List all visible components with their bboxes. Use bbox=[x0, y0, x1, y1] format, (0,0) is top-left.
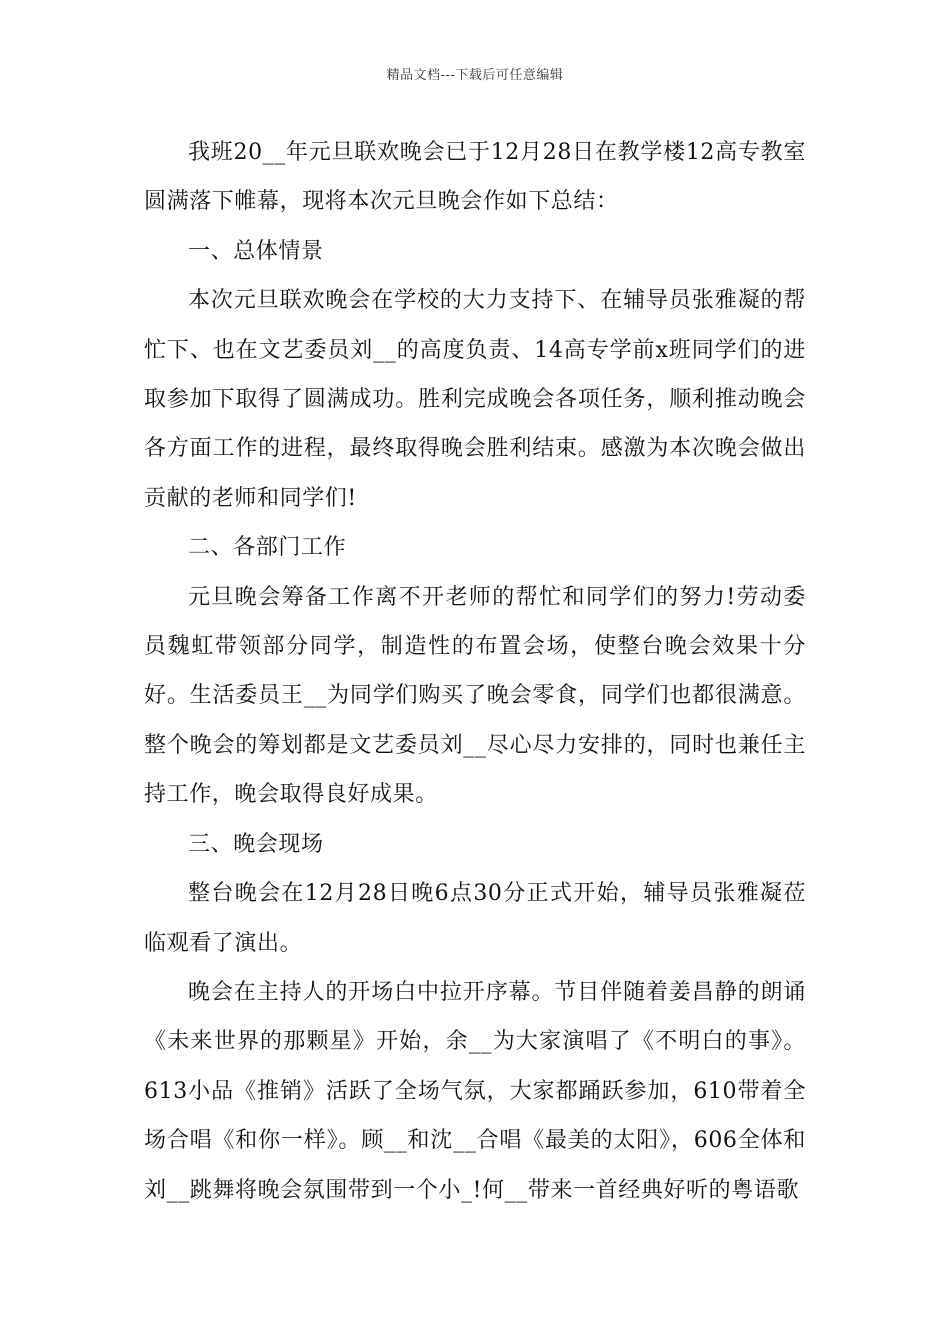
scene-paragraph: 整台晚会在12月28日晚6点30分正式开始，辅导员张雅凝莅临观看了演出。 bbox=[144, 881, 806, 956]
section-heading-scene: 三、晚会现场 bbox=[188, 831, 324, 857]
intro-paragraph: 我班20__年元旦联欢晚会已于12月28日在教学楼12高专教室圆满落下帷幕，现将本次元旦晚会作如下总结： bbox=[144, 140, 806, 215]
program-paragraph: 晚会在主持人的开场白中拉开序幕。节目伴随着姜昌静的朗诵《未来世界的那颗星》开始，余__为大家演唱了《不明白的事》。613小品《推销》活跃了全场气氛，大家都踊跃参加，610带着全场合唱《和你一样》。顾__和沈__合唱《最美的太阳》，606全体和刘__跳舞将晚会氛围带到一个小_!何__带来一首经典好听的粤语歌 bbox=[144, 979, 806, 1203]
section-heading-departments: 二、各部门工作 bbox=[188, 535, 347, 561]
page-header: 精品文档---下载后可任意编辑 bbox=[386, 68, 564, 83]
departments-paragraph: 元旦晚会筹备工作离不开老师的帮忙和同学们的努力!劳动委员魏虹带领部分同学，制造性的布置会场，使整台晚会效果十分好。生活委员王__为同学们购买了晚会零食，同学们也都很满意。整个晚会的筹划都是文艺委员刘__尽心尽力安排的，同时也兼任主持工作，晚会取得良好成果。 bbox=[144, 584, 806, 808]
section-heading-overall: 一、总体情景 bbox=[188, 238, 324, 264]
document-body bbox=[144, 128, 806, 1215]
overall-paragraph: 本次元旦联欢晚会在学校的大力支持下、在辅导员张雅凝的帮忙下、也在文艺委员刘__的高度负责、14高专学前x班同学们的进取参加下取得了圆满成功。胜利完成晚会各项任务，顺利推动晚会各方面工作的进程，最终取得晚会胜利结束。感激为本次晚会做出贡献的老师和同学们! bbox=[144, 288, 806, 511]
